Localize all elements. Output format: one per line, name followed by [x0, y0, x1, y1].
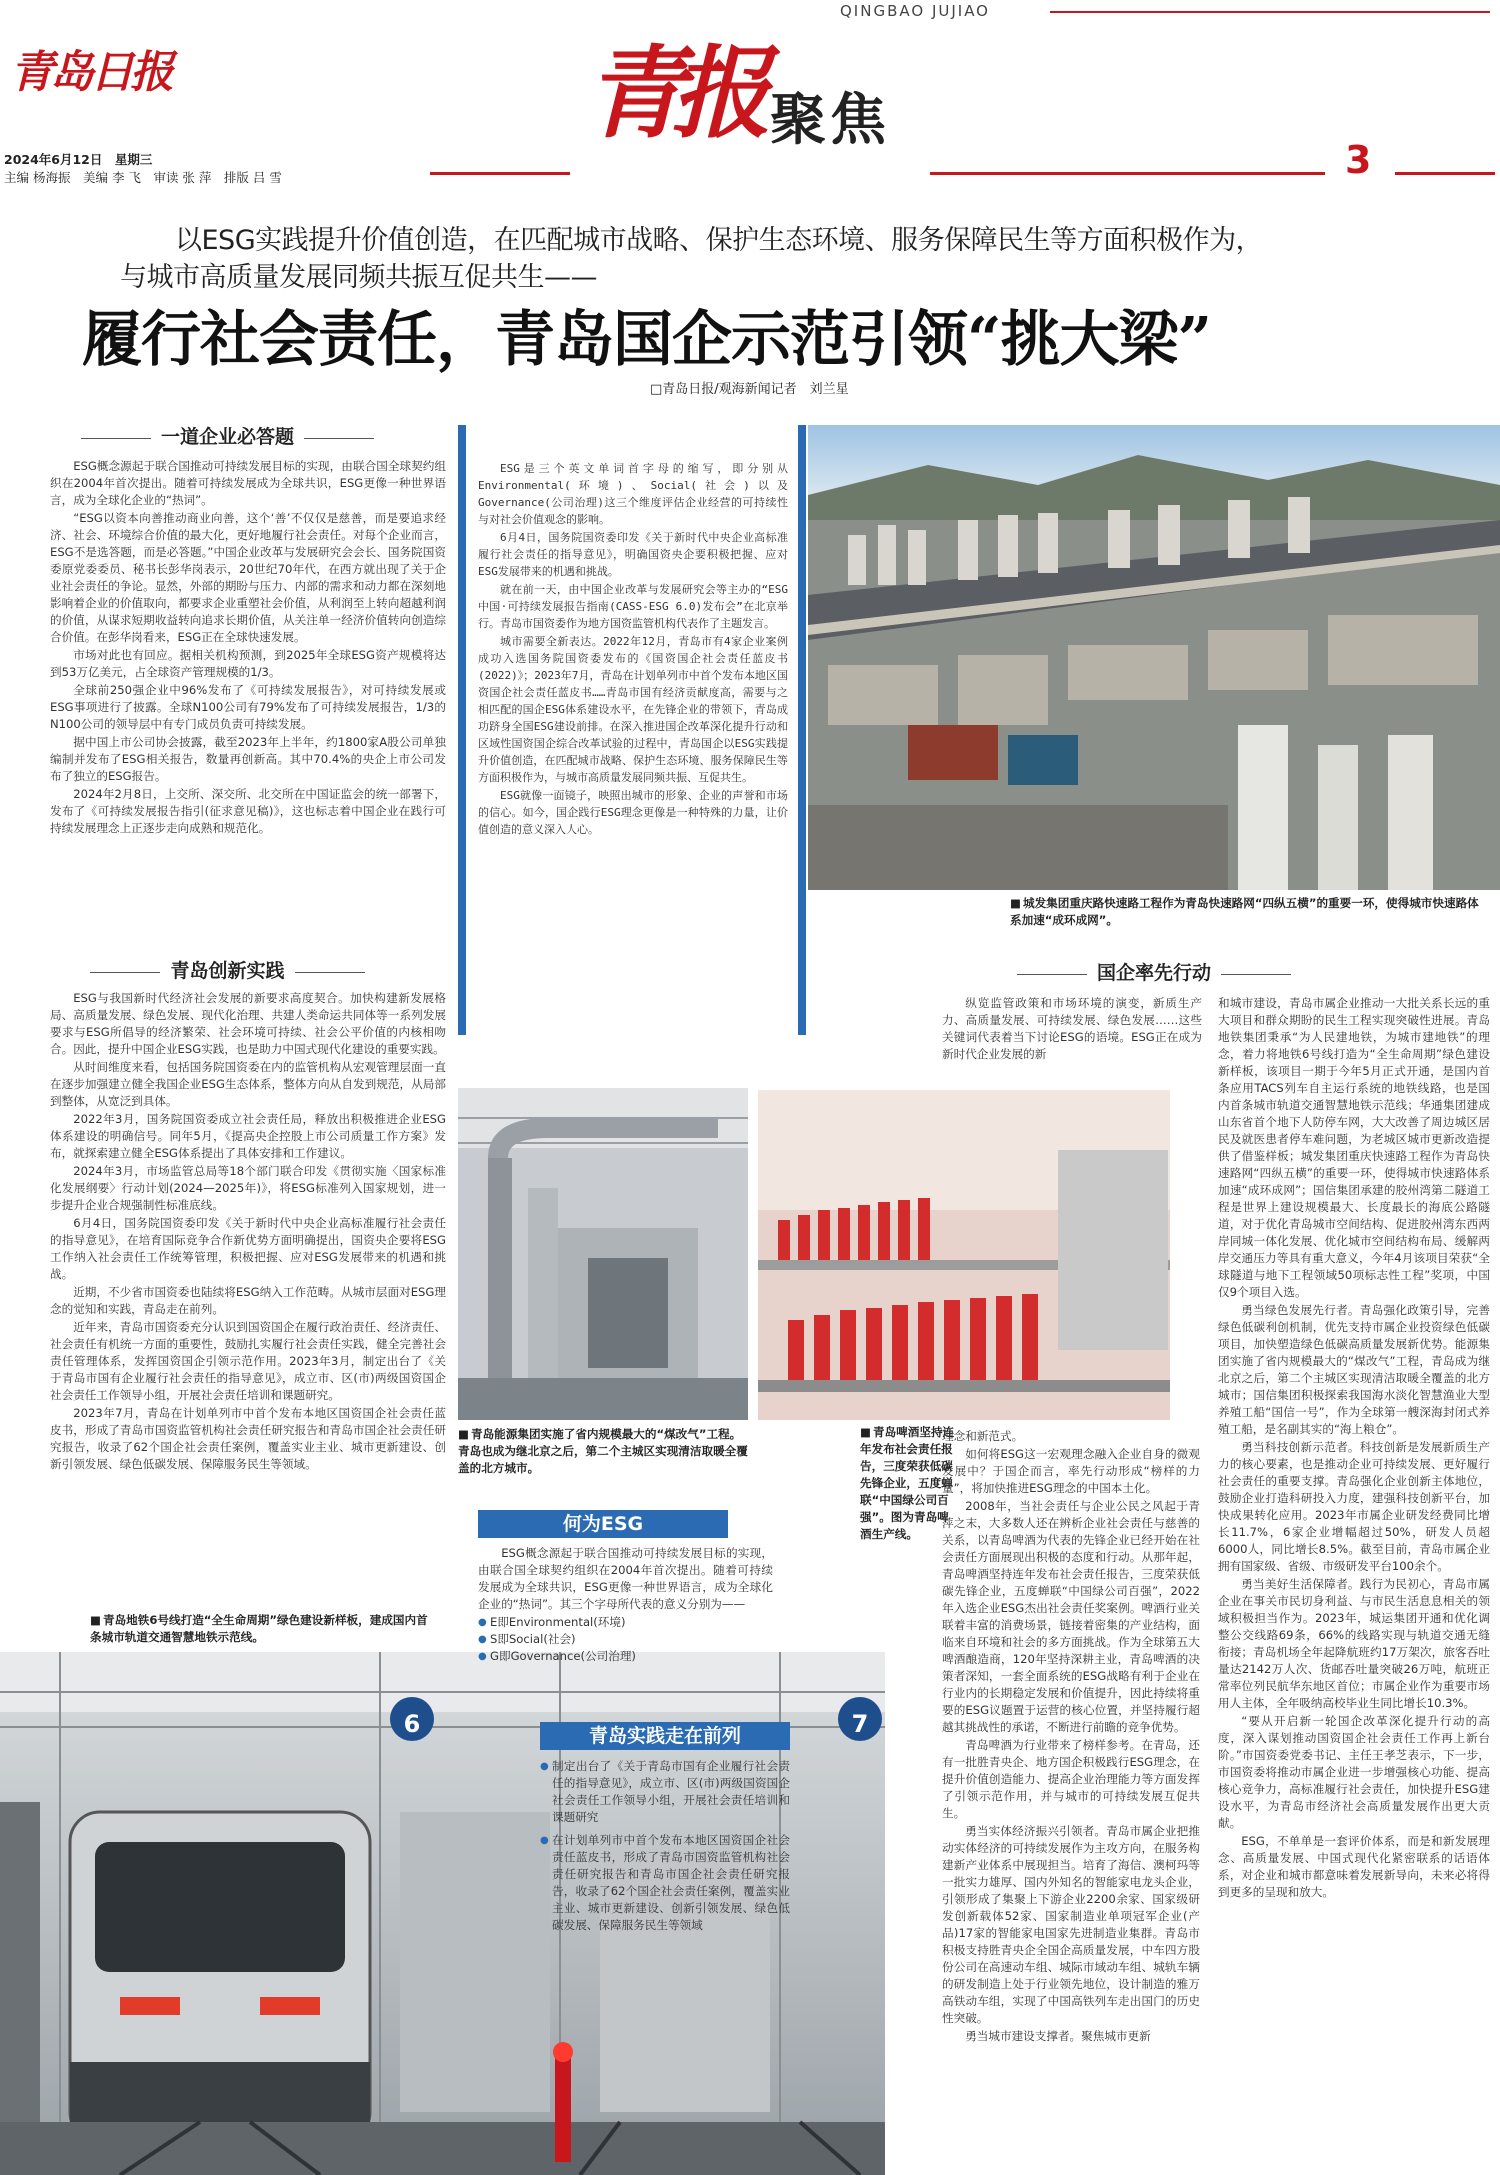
s3-paragraph: 青岛啤酒为行业带来了榜样参考。在青岛，还有一批胜青央企、地方国企积极践行ESG理念，在提升价值创造能力、提高企业治理能力等方面发挥了引领示范作用，并与城市的可持续发展互促共生。 — [942, 1738, 1200, 1820]
section1-body — [50, 458, 446, 940]
beer-photo-caption: ■ 青岛啤酒坚持连年发布社会责任报告，三度荣获低碳先锋企业，五度蝉联“中国绿公司百强”。图为青岛啤酒生产线。 — [860, 1424, 955, 1543]
header-red-rule-right — [930, 172, 1325, 175]
s3-paragraph: 如何将ESG这一宏观理念融入企业自身的微观发展中？于国企而言，率先行动形成“榜样的力量”，将加快推进ESG理念的中国本土化。 — [942, 1447, 1200, 1495]
s3-paragraph: 2008年，当社会责任与企业公民之风起于青萍之末，大多数人还在辨析企业社会责任与慈善的关系，以青岛啤酒为代表的先锋企业已经开始在社会责任方面展现出积极的态度和行动。从那年起，青岛啤酒坚持连年发布社会责任报告，三度荣获低碳先锋企业，五度蝉联“中国绿公司百强”，2022年入选企业ESG杰出社会责任奖案例。啤酒行业关联着丰富的消费场景，链接着密集的产业结构，面临来自环境和社会的多方面挑战。作为全球第五大啤酒酿造商，120年坚持深耕主业，青岛啤酒的决策者深知，一套全面系统的ESG战略有利于企业在行业内的长期稳定发展和价值提升，因此持续将重要的ESG议题置于运营的核心位置，并坚持履行超越其挑战性的承诺，不断进行前瞻的竞争优势。 — [942, 1499, 1200, 1734]
esg-item: ● S即Social(社会) — [478, 1631, 773, 1648]
what-is-esg-body — [478, 1545, 773, 1730]
header-pinyin: QINGBAO JUJIAO — [840, 2, 990, 20]
section1-title: 一道企业必答题 — [0, 422, 455, 449]
esg-item: ● E即Environmental(环境) — [478, 1614, 773, 1631]
header-red-rule-end — [1395, 172, 1495, 175]
s2-paragraph: 2023年7月，青岛在计划单列市中首个发布本地区国资国企社会责任蓝皮书，形成了青岛市国资监管机构社会责任研究报告和青岛市国企社会责任研究报告，收录了62个国企社会责任案例，覆盖实业主业、城市更新建设、创新引领发展、绿色低碳发展、保障服务民生等领域。 — [50, 1406, 446, 1471]
issue-date: 2024年6月12日 星期三 — [4, 152, 153, 167]
definition-column-rule-left — [458, 425, 466, 1035]
s1-paragraph: 全球前250强企业中96%发布了《可持续发展报告》，对可持续发展或ESG事项进行了披露。全球N100公司有79%发布了可持续发展报告，1/3的N100公司的领导层中有专门成员负责可持续发展。 — [50, 683, 446, 731]
s2-paragraph: ESG与我国新时代经济社会发展的新要求高度契合。加快构建新发展格局、高质量发展、绿色发展、现代化治理、共建人类命运共同体等一系列发展要求与ESG所倡导的经济繁荣、社会环境可持续、社会公平价值的内核相吻合。因此，提升中国企业ESG实践，也是助力中国式现代化建设的重要实践。 — [50, 991, 446, 1056]
definition-paragraph: ESG是三个英文单词首字母的缩写，即分别从Environmental(环境)、Social(社会)以及Governance(公司治理)这三个维度评估企业经营的可持续性与对社会价值观念的影响。 — [478, 462, 788, 526]
energy-photo-caption: ■ 青岛能源集团实施了省内规模最大的“煤改气”工程。青岛也成为继北京之后，第二个主城区实现清洁取暖全覆盖的北方城市。 — [458, 1426, 748, 1477]
section3-intro: 纵览监管政策和市场环境的演变，新质生产力、高质量发展、可持续发展、绿色发展……这些关键词代表着当下讨论ESG的语境。ESG正在成为新时代企业发展的新 — [942, 996, 1202, 1061]
s1-paragraph: 据中国上市公司协会披露，截至2023年上半年，约1800家A股公司单独编制并发布了ESG相关报告，数量再创新高。其中70.4%的央企上市公司发布了独立的ESG报告。 — [50, 735, 446, 783]
s3-right-paragraph: “要从开启新一轮国企改革深化提升行动的高度，深入谋划推动国资国企社会责任工作再上新台阶。”市国资委党委书记、主任王孝芝表示，下一步，市国资委将推动市属企业进一步增强核心功能、提高核心竞争力，高标准履行社会责任，加快提升ESG建设水平，为青岛市经济社会高质量发展作出更大贡献。 — [1218, 1714, 1490, 1830]
qingdao-practice-body — [540, 1758, 790, 2138]
header-red-rule-left — [430, 172, 570, 175]
kicker-line-1: 以ESG实践提升价值创造，在匹配城市战略、保护生态环境、服务保障民生等方面积极作为， — [175, 225, 1263, 256]
practice-item: ● 在计划单列市中首个发布本地区国资国企社会责任蓝皮书，形成了青岛市国资监管机构社会责任研究报告和青岛市国企社会责任研究报告，收录了62个国企社会责任案例，覆盖实业主业、城市更新建设、创新引领发展、绿色低碳发展、保障服务民生等领域 — [540, 1832, 790, 1934]
definition-paragraph: 城市需要全新表达。2022年12月，青岛市有4家企业案例成功入选国务院国资委发布的《国资国企社会责任蓝皮书(2022)》；2023年7月，青岛在计划单列市中首个发布本地区国资国企社会责任蓝皮书……青岛市国有经济贡献度高，需要与之相匹配的国企ESG体系建设水平，在先锋企业的带领下，青岛成功跻身全国ESG建设前排。在深入推进国企改革深化提升行动和区域性国资国企综合改革试验的过程中，青岛国企以ESG实践提升价值创造，在匹配城市战略、保护生态环境、服务保障民生等方面积极作为，与城市高质量发展同频共振、互促共生。 — [478, 635, 788, 784]
s3-right-paragraph: 和城市建设，青岛市属企业推动一大批关系长远的重大项目和群众期盼的民生工程实现突破性进展。青岛地铁集团秉承“为人民建地铁，为城市建地铁”的理念，着力将地铁6号线打造为“全生命周期”绿色建设新样板，该项目一期于今年5月正式开通，是国内首条应用TACS列车自主运行系统的地铁线路，也是国内首条城市轨道交通智慧地铁示范线；华通集团建成山东省首个地下人防停车网，大大改善了周边城区居民及就医患者停车难问题，为老城区城市更新改造提供了借鉴样板；城发集团重庆快速路工程作为青岛快速路网“四纵五横”的重要一环，使得城市快速路体系加速“成环成网”；国信集团承建的胶州湾第二隧道工程是世界上建设规模最大、长度最长的海底公路隧道，对于优化青岛城市空间结构、促进胶州湾东西两岸同城一体化发展、优化城市空间结构布局、缓解两岸交通压力等具有重大意义，今年4月该项目荣获“全球隧道与地下工程领域50项标志性工程”奖项，中国仅9个项目入选。 — [1218, 996, 1490, 1299]
s2-paragraph: 近期，不少省市国资委也陆续将ESG纳入工作范畴。从城市层面对ESG理念的觉知和实践，青岛走在前列。 — [50, 1285, 446, 1316]
s1-paragraph: 市场对此也有回应。据相关机构预测，到2025年全球ESG资产规模将达到53万亿美元，占全球资产管理规模的1/3。 — [50, 648, 446, 679]
definition-paragraph: 6月4日，国务院国资委印发《关于新时代中央企业高标准履行社会责任的指导意见》，明确国资央企要积极把握、应对ESG发展带来的机遇和挑战。 — [478, 531, 788, 578]
definition-column-body — [478, 460, 788, 1020]
section3-right-body — [1218, 995, 1490, 2170]
definition-column-rule-right — [798, 425, 806, 1035]
practice-item: ● 制定出台了《关于青岛市国有企业履行社会责任的指导意见》，成立市、区(市)两级国资国企社会责任工作领导小组，开展社会责任培训和课题研究 — [540, 1758, 790, 1826]
section-title: 聚焦 — [770, 87, 890, 153]
kicker-line-2: 与城市高质量发展同频共振互促共生—— — [120, 262, 597, 293]
s3-right-paragraph: ESG，不单单是一套评价体系，而是和新发展理念、高质量发展、中国式现代化紧密联系的话语体系，对企业和城市都意味着发展新导向，未来必将得到更多的呈现和放大。 — [1218, 1834, 1490, 1899]
page-number: 3 — [1345, 138, 1372, 182]
s3-right-paragraph: 勇当科技创新示范者。科技创新是发展新质生产力的核心要素，也是推动企业可持续发展、更好履行社会责任的重要支撑。青岛强化企业创新主体地位，鼓励企业打造科研投入力度，建强科技创新平台，加快成果转化应用。2023年市属企业研发经费同比增长11.7%，6家企业增幅超过50%，研发人员超6000人，同比增长8.5%。截至目前，青岛市属企业拥有国家级、省级、市级研发平台100余个。 — [1218, 1440, 1490, 1573]
section3-middle-body — [942, 1428, 1200, 2168]
metro-photo-caption: ■ 青岛地铁6号线打造“全生命周期”绿色建设新样板，建成国内首条城市轨道交通智慧地铁示范线。 — [90, 1612, 430, 1646]
what-is-esg-title: 何为ESG — [478, 1510, 728, 1538]
s2-paragraph: 从时间维度来看，包括国务院国资委在内的监管机构从宏观管理层面一直在逐步加强建立健全我国企业ESG生态体系，整体方向从自发到规范，从局部到整体，从宽泛到具体。 — [50, 1060, 446, 1108]
beer-production-photo — [758, 1090, 1170, 1420]
s1-paragraph: 2024年2月8日，上交所、深交所、北交所在中国证监会的统一部署下，发布了《可持续发展报告指引(征求意见稿)》，这也标志着中国企业在践行可持续发展理念上正逐步走向成熟和规范化。 — [50, 787, 446, 835]
definition-paragraph: 就在前一天，由中国企业改革与发展研究会等主办的“ESG中国·可持续发展报告指南(CASS-ESG 6.0)发布会”在北京举行。青岛市国资委作为地方国资监管机构代表作了主题发言。 — [478, 583, 788, 630]
s1-paragraph: “ESG以资本向善推动商业向善，这个‘善’不仅仅是慈善，而是要追求经济、社会、环境综合价值的最大化，更好地履行社会责任。对每个企业而言，ESG不是选答题，而是必答题。”中国企业改革与发展研究会会长、国务院国资委原党委委员、秘书长彭华岗表示，20世纪70年代，在西方就出现了关于企业社会责任的争论。显然，外部的期盼与压力、内部的需求和动力都在深刻地影响着企业的价值取向，都要求企业重塑社会价值，从利润至上转向超越利润的价值，从谋求短期收益转向追求长期价值，从关注单一经济价值转向创造综合价值。在彭华岗看来，ESG正在全球快速发展。 — [50, 511, 446, 644]
metro-line-7-label: 7 — [851, 1710, 869, 1738]
brand-script-logo: 青报 — [585, 34, 757, 152]
main-headline: 履行社会责任，青岛国企示范引领“挑大梁” — [82, 305, 1212, 375]
city-aerial-illustration — [808, 425, 1500, 890]
esg-intro: ESG概念源起于联合国推动可持续发展目标的实现，由联合国全球契约组织在2004年首次提出。随着可持续发展成为全球共识，ESG更像一种世界语言，成为全球化企业的“热词”。其三个字母所代表的意义分别为—— — [478, 1546, 773, 1611]
s3-right-paragraph: 勇当绿色发展先行者。青岛强化政策引导，完善绿色低碳利创机制，优先支持市属企业投资绿色低碳项目，加快塑造绿色低碳高质量发展新优势。能源集团实施了省内规模最大的“煤改气”工程，青岛成为继北京之后，第二个主城区实现清洁取暖全覆盖的北方城市；国信集团积极探索我国海水淡化智慧渔业大型养殖工船“国信一号”，作为全球第一艘深海封闭式养殖工船，是名副其实的“海上粮仓”。 — [1218, 1303, 1490, 1436]
s3-paragraph: 勇当城市建设支撑者。聚焦城市更新 — [965, 2029, 1151, 2043]
section3-title: 国企率先行动 — [808, 958, 1500, 985]
city-photo-caption: ■ 城发集团重庆路快速路工程作为青岛快速路网“四纵五横”的重要一环，使得城市快速路体系加速“成环成网”。 — [1010, 895, 1490, 929]
s3-paragraph: 勇当实体经济振兴引领者。青岛市属企业把推动实体经济的可持续发展作为主攻方向，在服务构建新产业体系中展现担当。培育了海信、澳柯玛等一批实力雄厚、国内外知名的智能家电龙头企业，引领形成了集聚上下游企业2200余家、国家级研发创新载体52家、国家制造业单项冠军企业(产品)17家的智能家电国家先进制造业集群。青岛市积极支持胜青央企全国企高质量发展，中车四方股份公司在高速动车组、城际市域动车组、城轨车辆的研发制造上处于行业领先地位，设计制造的雅万高铁动车组，实现了中国高铁列车走出国门的历史性突破。 — [942, 1824, 1200, 2025]
s2-paragraph: 近年来，青岛市国资委充分认识到国资国企在履行政治责任、经济责任、社会责任有机统一方面的重要性，鼓励扎实履行社会责任实践，健全完善社会责任管理体系，发挥国资国企引领示范作用。2023年3月，制定出台了《关于青岛市国有企业履行社会责任的指导意见》，成立市、区(市)两级国资国企社会责任工作领导小组，开展社会责任培训和课题研究。 — [50, 1320, 446, 1402]
editor-credits: 主编 杨海振 美编 李 飞 审读 张 萍 排版 吕 雪 — [4, 170, 282, 185]
definition-paragraph: ESG就像一面镜子，映照出城市的形象、企业的声誉和市场的信心。如今，国企践行ESG理念更像是一种特殊的力量，让价值创造的意义深入人心。 — [478, 789, 788, 836]
energy-plant-photo — [458, 1088, 748, 1420]
esg-item: ● G即Governance(公司治理) — [478, 1648, 773, 1665]
newspaper-logo: 青岛日报 — [10, 47, 170, 98]
byline: □青岛日报/观海新闻记者 刘兰星 — [650, 382, 849, 397]
energy-pipes-illustration — [458, 1088, 748, 1420]
metro-line-6-label: 6 — [403, 1710, 421, 1738]
beer-line-illustration — [758, 1090, 1170, 1420]
header-top-rule — [1050, 11, 1490, 13]
section2-title: 青岛创新实践 — [0, 956, 455, 983]
s1-paragraph: ESG概念源起于联合国推动可持续发展目标的实现，由联合国全球契约组织在2004年首次提出。随着可持续发展成为全球共识，ESG更像一种世界语言，成为全球化企业的“热词”。 — [50, 459, 446, 507]
s2-paragraph: 6月4日，国务院国资委印发《关于新时代中央企业高标准履行社会责任的指导意见》，在培育国际竞争合作新优势方面明确提出，国资央企要将ESG工作纳入社会责任工作统筹管理，积极把握、应对ESG发展带来的机遇和挑战。 — [50, 1216, 446, 1281]
s3-paragraph: 理念和新范式。 — [942, 1429, 1024, 1443]
city-expressway-photo — [808, 425, 1500, 890]
qingdao-practice-title: 青岛实践走在前列 — [540, 1722, 790, 1750]
s2-paragraph: 2024年3月，市场监管总局等18个部门联合印发《贯彻实施〈国家标准化发展纲要〉行动计划(2024—2025年)》，将ESG标准列入国家规划，进一步提升企业合规强制性标准底线。 — [50, 1164, 446, 1212]
s2-paragraph: 2022年3月，国务院国资委成立社会责任局，释放出积极推进企业ESG体系建设的明确信号。同年5月，《提高央企控股上市公司质量工作方案》发布，就探索建立健全ESG体系提出了具体安排和工作建议。 — [50, 1112, 446, 1160]
s3-right-paragraph: 勇当美好生活保障者。践行为民初心，青岛市属企业在事关市民切身利益、与市民生活息息相关的领域积极担当作为。2023年，城运集团开通和优化调整公交线路69条，66%的线路实现与轨道交通无缝衔接；青岛机场全年起降航班约17万架次，旅客吞吐量达2142万人次、货邮吞吐量突破26万吨，航班正常率位列民航华东地区首位；市属企业作为重要市场用人主体，全年吸纳高校毕业生同比增长10.3%。 — [1218, 1577, 1490, 1710]
section2-body — [50, 990, 446, 1602]
